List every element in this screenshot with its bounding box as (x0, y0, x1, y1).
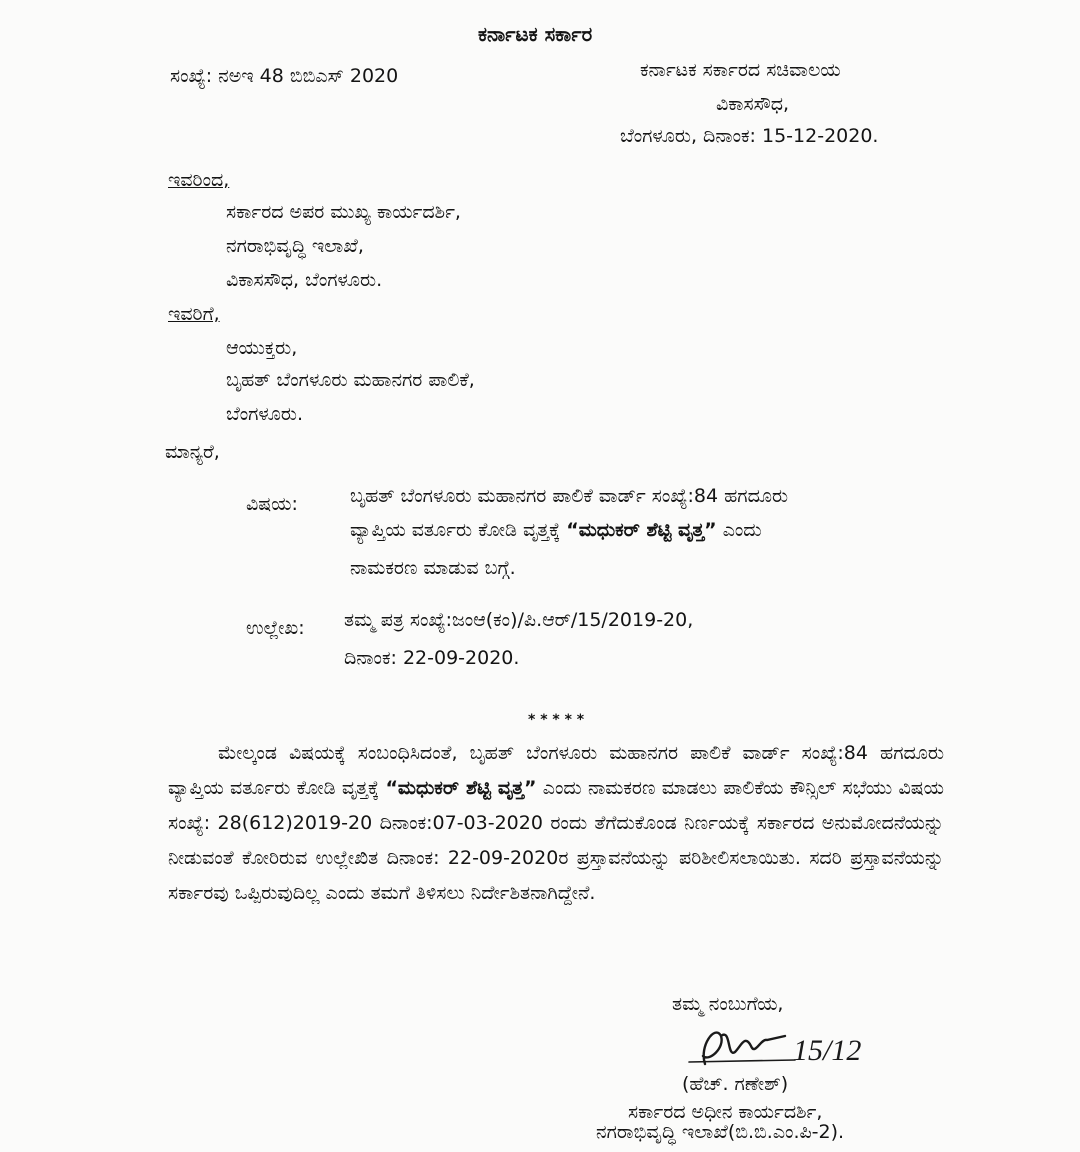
to-label: ಇವರಿಗೆ, (168, 303, 220, 325)
place-date: ಬೆಂಗಳೂರು, ದಿನಾಂಕ: 15-12-2020. (620, 125, 879, 147)
subject-circle-name: “ಮಧುಕರ್ ಶೆಟ್ಟಿ ವೃತ್ತ” (566, 519, 717, 541)
document-title: ಕರ್ನಾಟಕ ಸರ್ಕಾರ (478, 22, 593, 46)
office-line-1: ಕರ್ನಾಟಕ ಸರ್ಕಾರದ ಸಚಿವಾಲಯ (640, 59, 841, 81)
reference-label: ಉಲ್ಲೇಖ: (246, 617, 305, 639)
body-paragraph (168, 736, 944, 911)
from-line-2: ನಗರಾಭಿವೃದ್ಧಿ ಇಲಾಖೆ, (226, 235, 364, 257)
office-line-2: ವಿಕಾಸಸೌಧ, (716, 93, 790, 115)
to-line-2: ಬೃಹತ್ ಬೆಂಗಳೂರು ಮಹಾನಗರ ಪಾಲಿಕೆ, (226, 369, 475, 391)
signatory-designation: ಸರ್ಕಾರದ ಅಧೀನ ಕಾರ್ಯದರ್ಶಿ, (628, 1101, 823, 1123)
body-part-1: ಮೇಲ್ಕಂಡ ವಿಷಯಕ್ಕೆ ಸಂಬಂಧಿಸಿದಂತೆ, ಬೃಹತ್ ಬೆಂಗಳೂರು ಮಹಾನಗರ ಪಾಲಿಕೆ ವಾರ್ಡ್ ಸಂಖ್ಯೆ:84 ಹಗದೂರು ವ್ಯಾಪ್ತಿಯ ವರ್ತೂರು ಕೋಡಿ ವೃತ್ತಕ್ಕೆ (168, 742, 944, 799)
yours-faithfully: ತಮ್ಮ ನಂಬುಗೆಯ, (672, 993, 784, 1015)
subject-line-2-pre: ವ್ಯಾಪ್ತಿಯ ವರ್ತೂರು ಕೋಡಿ ವೃತ್ತಕ್ಕೆ (350, 519, 567, 541)
subject-label: ವಿಷಯ: (246, 493, 298, 515)
subject-line-2-post: ಎಂದು (716, 519, 762, 541)
signature-date: 15/12 (793, 1034, 862, 1067)
signature (675, 1016, 885, 1080)
subject-line-3: ನಾಮಕರಣ ಮಾಡುವ ಬಗ್ಗೆ. (350, 557, 516, 579)
reference-number: ಸಂಖ್ಯೆ: ನಅಇ 48 ಬಿಬಿಎಸ್ 2020 (170, 65, 399, 87)
to-line-1: ಆಯುಕ್ತರು, (226, 337, 298, 359)
separator-stars: * * * * * (528, 712, 585, 728)
reference-line-2: ದಿನಾಂಕ: 22-09-2020. (344, 647, 520, 669)
signatory-department: ನಗರಾಭಿವೃದ್ಧಿ ಇಲಾಖೆ(ಬಿ.ಬಿ.ಎಂ.ಪಿ-2). (596, 1121, 845, 1143)
subject-line-2 (350, 518, 762, 542)
from-label: ಇವರಿಂದ, (168, 169, 230, 191)
to-line-3: ಬೆಂಗಳೂರು. (226, 403, 304, 425)
salutation: ಮಾನ್ಯರೆ, (165, 441, 220, 463)
body-part-2: ಎಂದು ನಾಮಕರಣ ಮಾಡಲು ಪಾಲಿಕೆಯ ಕೌನ್ಸಿಲ್ ಸಭೆಯು ವಿಷಯ ಸಂಖ್ಯೆ: 28(612)2019-20 ದಿನಾಂಕ:07-03-2020 ರಂದು ತೆಗೆದುಕೊಂಡ ನಿರ್ಣಯಕ್ಕೆ ಸರ್ಕಾರದ ಅನುಮೋದನೆಯನ್ನು ನೀಡುವಂತೆ ಕೋರಿರುವ ಉಲ್ಲೇಖಿತ ದಿನಾಂಕ: 22-09-2020ರ ಪ್ರಸ್ತಾವನೆಯನ್ನು ಪರಿಶೀಲಿಸಲಾಯಿತು. ಸದರಿ ಪ್ರಸ್ತಾವನೆಯನ್ನು ಸರ್ಕಾರವು ಒಪ್ಪಿರುವುದಿಲ್ಲ ಎಂದು ತಮಗೆ ತಿಳಿಸಲು ನಿರ್ದೇಶಿತನಾಗಿದ್ದೇನೆ. (168, 777, 944, 904)
subject-line-1: ಬೃಹತ್ ಬೆಂಗಳೂರು ಮಹಾನಗರ ಪಾಲಿಕೆ ವಾರ್ಡ್ ಸಂಖ್ಯೆ:84 ಹಗದೂರು (350, 485, 789, 507)
body-circle-name: “ಮಧುಕರ್ ಶೆಟ್ಟಿ ವೃತ್ತ” (385, 777, 537, 799)
reference-line-1: ತಮ್ಮ ಪತ್ರ ಸಂಖ್ಯೆ:ಜಂಆ(ಕಂ)/ಪಿ.ಆರ್/15/2019-20, (344, 609, 694, 631)
from-line-3: ವಿಕಾಸಸೌಧ, ಬೆಂಗಳೂರು. (226, 269, 383, 291)
signatory-name: (ಹೆಚ್. ಗಣೇಶ್) (682, 1073, 789, 1095)
from-line-1: ಸರ್ಕಾರದ ಅಪರ ಮುಖ್ಯ ಕಾರ್ಯದರ್ಶಿ, (226, 201, 461, 223)
